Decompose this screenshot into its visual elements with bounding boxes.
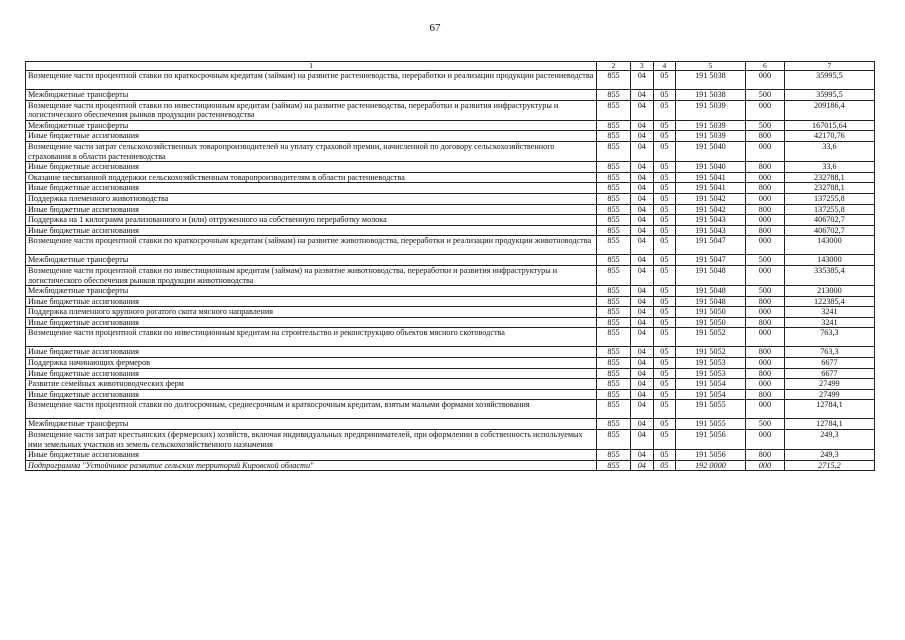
row-subsection-cell: 05 xyxy=(653,183,675,194)
row-admin-code-cell: 855 xyxy=(597,430,631,450)
header-cell: 3 xyxy=(630,62,653,71)
row-target-article-cell: 191 5038 xyxy=(675,90,745,101)
row-section-cell: 04 xyxy=(630,379,653,390)
table-row xyxy=(26,328,875,347)
table-row xyxy=(26,317,875,328)
row-amount-cell: 406702,7 xyxy=(784,225,874,236)
row-section-cell: 04 xyxy=(630,71,653,90)
row-expense-type-cell: 000 xyxy=(746,430,785,450)
row-amount-cell: 33,6 xyxy=(784,162,874,173)
row-subsection-cell: 05 xyxy=(653,328,675,347)
row-section-cell: 04 xyxy=(630,296,653,307)
row-admin-code-cell: 855 xyxy=(597,379,631,390)
table-header-row xyxy=(26,62,875,71)
row-name-cell: Поддержка начинающих фермеров xyxy=(26,358,597,369)
table-row xyxy=(26,225,875,236)
row-name-cell: Иные бюджетные ассигнования xyxy=(26,450,597,461)
row-section-cell: 04 xyxy=(630,255,653,266)
row-expense-type-cell: 000 xyxy=(746,358,785,369)
row-subsection-cell: 05 xyxy=(653,347,675,358)
row-target-article-cell: 191 5040 xyxy=(675,141,745,161)
row-amount-cell: 232788,1 xyxy=(784,183,874,194)
row-name-cell: Возмещение части процентной ставки по инвестиционным кредитам на строительство и реконструкцию объектов мясного скотоводства xyxy=(26,328,597,347)
row-subsection-cell: 05 xyxy=(653,120,675,131)
row-amount-cell: 137255,8 xyxy=(784,193,874,204)
row-amount-cell: 249,3 xyxy=(784,450,874,461)
row-name-cell: Подпрограмма "Устойчивое развитие сельских территорий Кировской области" xyxy=(26,460,597,471)
row-target-article-cell: 191 5052 xyxy=(675,328,745,347)
row-section-cell: 04 xyxy=(630,204,653,215)
row-section-cell: 04 xyxy=(630,131,653,142)
table-row xyxy=(26,389,875,400)
row-expense-type-cell: 500 xyxy=(746,255,785,266)
row-target-article-cell: 191 5048 xyxy=(675,286,745,297)
row-expense-type-cell: 800 xyxy=(746,204,785,215)
row-amount-cell: 406702,7 xyxy=(784,215,874,226)
row-section-cell: 04 xyxy=(630,347,653,358)
row-name-cell: Возмещение части затрат крестьянских (фермерских) хозяйств, включая индивидуальных предпринимателей, при оформлении в собственность используемых ими земельных участков из земель сельскохозяйственного назначения xyxy=(26,430,597,450)
row-admin-code-cell: 855 xyxy=(597,131,631,142)
row-amount-cell: 167015,64 xyxy=(784,120,874,131)
row-admin-code-cell: 855 xyxy=(597,286,631,297)
row-admin-code-cell: 855 xyxy=(597,400,631,419)
table-row xyxy=(26,307,875,318)
row-subsection-cell: 05 xyxy=(653,193,675,204)
row-target-article-cell: 191 5048 xyxy=(675,296,745,307)
row-section-cell: 04 xyxy=(630,225,653,236)
row-section-cell: 04 xyxy=(630,430,653,450)
row-name-cell: Иные бюджетные ассигнования xyxy=(26,368,597,379)
row-section-cell: 04 xyxy=(630,419,653,430)
row-target-article-cell: 191 5041 xyxy=(675,183,745,194)
row-section-cell: 04 xyxy=(630,358,653,369)
row-name-cell: Иные бюджетные ассигнования xyxy=(26,317,597,328)
row-target-article-cell: 191 5052 xyxy=(675,347,745,358)
row-name-cell: Иные бюджетные ассигнования xyxy=(26,225,597,236)
row-admin-code-cell: 855 xyxy=(597,307,631,318)
row-subsection-cell: 05 xyxy=(653,317,675,328)
row-section-cell: 04 xyxy=(630,368,653,379)
row-subsection-cell: 05 xyxy=(653,225,675,236)
row-section-cell: 04 xyxy=(630,172,653,183)
row-admin-code-cell: 855 xyxy=(597,368,631,379)
row-name-cell: Поддержка племенного животноводства xyxy=(26,193,597,204)
row-subsection-cell: 05 xyxy=(653,255,675,266)
row-admin-code-cell: 855 xyxy=(597,450,631,461)
table-row xyxy=(26,236,875,255)
table-row xyxy=(26,286,875,297)
row-target-article-cell: 191 5041 xyxy=(675,172,745,183)
row-section-cell: 04 xyxy=(630,215,653,226)
row-subsection-cell: 05 xyxy=(653,100,675,120)
row-expense-type-cell: 000 xyxy=(746,400,785,419)
row-name-cell: Развитие семейных животноводческих ферм xyxy=(26,379,597,390)
row-target-article-cell: 191 5039 xyxy=(675,120,745,131)
row-expense-type-cell: 000 xyxy=(746,379,785,390)
row-amount-cell: 27499 xyxy=(784,389,874,400)
row-admin-code-cell: 855 xyxy=(597,141,631,161)
row-expense-type-cell: 800 xyxy=(746,450,785,461)
row-name-cell: Иные бюджетные ассигнования xyxy=(26,183,597,194)
table-row xyxy=(26,100,875,120)
row-target-article-cell: 191 5047 xyxy=(675,236,745,255)
row-amount-cell: 6677 xyxy=(784,358,874,369)
row-subsection-cell: 05 xyxy=(653,71,675,90)
row-expense-type-cell: 000 xyxy=(746,265,785,285)
row-expense-type-cell: 000 xyxy=(746,460,785,471)
row-expense-type-cell: 800 xyxy=(746,347,785,358)
row-admin-code-cell: 855 xyxy=(597,162,631,173)
row-target-article-cell: 191 5055 xyxy=(675,419,745,430)
row-target-article-cell: 191 5043 xyxy=(675,215,745,226)
row-expense-type-cell: 800 xyxy=(746,389,785,400)
row-admin-code-cell: 855 xyxy=(597,296,631,307)
row-name-cell: Иные бюджетные ассигнования xyxy=(26,204,597,215)
row-name-cell: Оказание несвязанной поддержки сельскохозяйственным товаропроизводителям в области растениеводства xyxy=(26,172,597,183)
header-cell: 6 xyxy=(746,62,785,71)
row-section-cell: 04 xyxy=(630,141,653,161)
row-admin-code-cell: 855 xyxy=(597,120,631,131)
table-row xyxy=(26,183,875,194)
row-expense-type-cell: 500 xyxy=(746,90,785,101)
row-amount-cell: 27499 xyxy=(784,379,874,390)
row-name-cell: Иные бюджетные ассигнования xyxy=(26,131,597,142)
table-row xyxy=(26,255,875,266)
row-amount-cell: 122385,4 xyxy=(784,296,874,307)
row-expense-type-cell: 000 xyxy=(746,193,785,204)
row-subsection-cell: 05 xyxy=(653,296,675,307)
row-amount-cell: 6677 xyxy=(784,368,874,379)
table-row xyxy=(26,460,875,471)
row-name-cell: Иные бюджетные ассигнования xyxy=(26,162,597,173)
row-subsection-cell: 05 xyxy=(653,204,675,215)
row-admin-code-cell: 855 xyxy=(597,183,631,194)
row-admin-code-cell: 855 xyxy=(597,317,631,328)
budget-table xyxy=(25,61,875,471)
row-subsection-cell: 05 xyxy=(653,236,675,255)
row-amount-cell: 232788,1 xyxy=(784,172,874,183)
row-expense-type-cell: 800 xyxy=(746,368,785,379)
row-amount-cell: 335385,4 xyxy=(784,265,874,285)
row-subsection-cell: 05 xyxy=(653,419,675,430)
table-row xyxy=(26,90,875,101)
row-target-article-cell: 191 5048 xyxy=(675,265,745,285)
row-expense-type-cell: 000 xyxy=(746,236,785,255)
row-expense-type-cell: 000 xyxy=(746,172,785,183)
table-row xyxy=(26,71,875,90)
row-name-cell: Межбюджетные трансферты xyxy=(26,419,597,430)
row-amount-cell: 12784,1 xyxy=(784,400,874,419)
row-target-article-cell: 191 5040 xyxy=(675,162,745,173)
row-name-cell: Возмещение части затрат сельскохозяйственных товаропроизводителей на уплату страховой премии, начисленной по договору сельскохозяйственного страхования в области растениеводства xyxy=(26,141,597,161)
row-subsection-cell: 05 xyxy=(653,430,675,450)
row-admin-code-cell: 855 xyxy=(597,71,631,90)
row-admin-code-cell: 855 xyxy=(597,419,631,430)
row-target-article-cell: 191 5043 xyxy=(675,225,745,236)
row-subsection-cell: 05 xyxy=(653,265,675,285)
row-target-article-cell: 191 5056 xyxy=(675,430,745,450)
row-subsection-cell: 05 xyxy=(653,460,675,471)
row-section-cell: 04 xyxy=(630,286,653,297)
row-section-cell: 04 xyxy=(630,265,653,285)
row-section-cell: 04 xyxy=(630,450,653,461)
row-admin-code-cell: 855 xyxy=(597,460,631,471)
row-expense-type-cell: 500 xyxy=(746,419,785,430)
table-row xyxy=(26,215,875,226)
row-amount-cell: 249,3 xyxy=(784,430,874,450)
row-amount-cell: 213000 xyxy=(784,286,874,297)
table-row xyxy=(26,265,875,285)
row-section-cell: 04 xyxy=(630,162,653,173)
table-row xyxy=(26,131,875,142)
row-amount-cell: 763,3 xyxy=(784,328,874,347)
row-subsection-cell: 05 xyxy=(653,90,675,101)
table-row xyxy=(26,379,875,390)
row-name-cell: Межбюджетные трансферты xyxy=(26,286,597,297)
row-subsection-cell: 05 xyxy=(653,400,675,419)
header-cell: 1 xyxy=(26,62,597,71)
row-section-cell: 04 xyxy=(630,193,653,204)
table-row xyxy=(26,347,875,358)
row-amount-cell: 209186,4 xyxy=(784,100,874,120)
table-row xyxy=(26,172,875,183)
table-row xyxy=(26,296,875,307)
row-admin-code-cell: 855 xyxy=(597,236,631,255)
row-admin-code-cell: 855 xyxy=(597,328,631,347)
header-cell: 2 xyxy=(597,62,631,71)
row-subsection-cell: 05 xyxy=(653,131,675,142)
row-target-article-cell: 192 0000 xyxy=(675,460,745,471)
row-target-article-cell: 191 5055 xyxy=(675,400,745,419)
row-subsection-cell: 05 xyxy=(653,215,675,226)
row-admin-code-cell: 855 xyxy=(597,389,631,400)
row-subsection-cell: 05 xyxy=(653,141,675,161)
row-target-article-cell: 191 5042 xyxy=(675,193,745,204)
table-row xyxy=(26,450,875,461)
row-name-cell: Иные бюджетные ассигнования xyxy=(26,347,597,358)
row-amount-cell: 35995,5 xyxy=(784,71,874,90)
row-amount-cell: 143000 xyxy=(784,255,874,266)
row-admin-code-cell: 855 xyxy=(597,225,631,236)
row-name-cell: Возмещение части процентной ставки по долгосрочным, среднесрочным и краткосрочным кредитам, взятым малыми формами хозяйствования xyxy=(26,400,597,419)
header-cell: 7 xyxy=(784,62,874,71)
row-admin-code-cell: 855 xyxy=(597,347,631,358)
row-name-cell: Возмещение части процентной ставки по инвестиционным кредитам (займам) на развитие растениеводства, переработки и развития инфраструктуры и логистического обеспечения рынков продукции растениеводства xyxy=(26,100,597,120)
row-name-cell: Иные бюджетные ассигнования xyxy=(26,389,597,400)
row-admin-code-cell: 855 xyxy=(597,215,631,226)
row-expense-type-cell: 500 xyxy=(746,286,785,297)
table-row xyxy=(26,419,875,430)
row-admin-code-cell: 855 xyxy=(597,100,631,120)
table-row xyxy=(26,400,875,419)
row-name-cell: Возмещение части процентной ставки по инвестиционным кредитам (займам) на развитие животноводства, переработки и развития инфраструктуры и логистического обеспечения рынков продукции животноводства xyxy=(26,265,597,285)
row-amount-cell: 42170,76 xyxy=(784,131,874,142)
row-expense-type-cell: 000 xyxy=(746,307,785,318)
row-amount-cell: 12784,1 xyxy=(784,419,874,430)
row-expense-type-cell: 800 xyxy=(746,131,785,142)
row-amount-cell: 3241 xyxy=(784,317,874,328)
row-section-cell: 04 xyxy=(630,100,653,120)
row-amount-cell: 3241 xyxy=(784,307,874,318)
row-target-article-cell: 191 5053 xyxy=(675,368,745,379)
table-row xyxy=(26,430,875,450)
table-row xyxy=(26,204,875,215)
row-target-article-cell: 191 5038 xyxy=(675,71,745,90)
row-section-cell: 04 xyxy=(630,307,653,318)
row-target-article-cell: 191 5050 xyxy=(675,317,745,328)
row-target-article-cell: 191 5042 xyxy=(675,204,745,215)
row-subsection-cell: 05 xyxy=(653,358,675,369)
row-section-cell: 04 xyxy=(630,183,653,194)
row-admin-code-cell: 855 xyxy=(597,255,631,266)
row-name-cell: Поддержка на 1 килограмм реализованного и (или) отгруженного на собственную переработку молока xyxy=(26,215,597,226)
row-amount-cell: 33,6 xyxy=(784,141,874,161)
row-expense-type-cell: 800 xyxy=(746,225,785,236)
table-row xyxy=(26,193,875,204)
page-number: 67 xyxy=(429,22,441,34)
row-subsection-cell: 05 xyxy=(653,450,675,461)
row-target-article-cell: 191 5053 xyxy=(675,358,745,369)
row-expense-type-cell: 000 xyxy=(746,215,785,226)
row-target-article-cell: 191 5047 xyxy=(675,255,745,266)
row-amount-cell: 35995,5 xyxy=(784,90,874,101)
row-name-cell: Поддержка племенного крупного рогатого скота мясного направления xyxy=(26,307,597,318)
row-section-cell: 04 xyxy=(630,389,653,400)
row-section-cell: 04 xyxy=(630,328,653,347)
row-subsection-cell: 05 xyxy=(653,172,675,183)
row-subsection-cell: 05 xyxy=(653,286,675,297)
table-row xyxy=(26,162,875,173)
row-target-article-cell: 191 5056 xyxy=(675,450,745,461)
row-expense-type-cell: 800 xyxy=(746,183,785,194)
row-name-cell: Межбюджетные трансферты xyxy=(26,90,597,101)
row-subsection-cell: 05 xyxy=(653,368,675,379)
row-name-cell: Межбюджетные трансферты xyxy=(26,255,597,266)
row-target-article-cell: 191 5054 xyxy=(675,389,745,400)
table-row xyxy=(26,358,875,369)
row-target-article-cell: 191 5039 xyxy=(675,131,745,142)
header-cell: 4 xyxy=(653,62,675,71)
row-expense-type-cell: 500 xyxy=(746,120,785,131)
row-amount-cell: 143000 xyxy=(784,236,874,255)
row-amount-cell: 2715,2 xyxy=(784,460,874,471)
row-section-cell: 04 xyxy=(630,236,653,255)
row-expense-type-cell: 800 xyxy=(746,296,785,307)
row-section-cell: 04 xyxy=(630,90,653,101)
row-name-cell: Возмещение части процентной ставки по краткосрочным кредитам (займам) на развитие растениеводства, переработки и реализации продукции растениеводства xyxy=(26,71,597,90)
header-cell: 5 xyxy=(675,62,745,71)
row-subsection-cell: 05 xyxy=(653,389,675,400)
table-row xyxy=(26,141,875,161)
row-subsection-cell: 05 xyxy=(653,162,675,173)
row-target-article-cell: 191 5054 xyxy=(675,379,745,390)
row-admin-code-cell: 855 xyxy=(597,172,631,183)
row-target-article-cell: 191 5039 xyxy=(675,100,745,120)
row-section-cell: 04 xyxy=(630,120,653,131)
row-expense-type-cell: 800 xyxy=(746,317,785,328)
row-admin-code-cell: 855 xyxy=(597,204,631,215)
row-expense-type-cell: 000 xyxy=(746,328,785,347)
row-section-cell: 04 xyxy=(630,460,653,471)
row-expense-type-cell: 800 xyxy=(746,162,785,173)
row-expense-type-cell: 000 xyxy=(746,71,785,90)
row-section-cell: 04 xyxy=(630,400,653,419)
row-subsection-cell: 05 xyxy=(653,379,675,390)
row-admin-code-cell: 855 xyxy=(597,358,631,369)
row-amount-cell: 763,3 xyxy=(784,347,874,358)
row-amount-cell: 137255,8 xyxy=(784,204,874,215)
row-admin-code-cell: 855 xyxy=(597,193,631,204)
row-section-cell: 04 xyxy=(630,317,653,328)
row-target-article-cell: 191 5050 xyxy=(675,307,745,318)
table-row xyxy=(26,120,875,131)
row-name-cell: Возмещение части процентной ставки по краткосрочным кредитам (займам) на развитие животноводства, переработки и реализации продукции животноводства xyxy=(26,236,597,255)
row-admin-code-cell: 855 xyxy=(597,90,631,101)
row-subsection-cell: 05 xyxy=(653,307,675,318)
row-admin-code-cell: 855 xyxy=(597,265,631,285)
row-name-cell: Иные бюджетные ассигнования xyxy=(26,296,597,307)
row-expense-type-cell: 000 xyxy=(746,100,785,120)
row-name-cell: Межбюджетные трансферты xyxy=(26,120,597,131)
table-row xyxy=(26,368,875,379)
row-expense-type-cell: 000 xyxy=(746,141,785,161)
